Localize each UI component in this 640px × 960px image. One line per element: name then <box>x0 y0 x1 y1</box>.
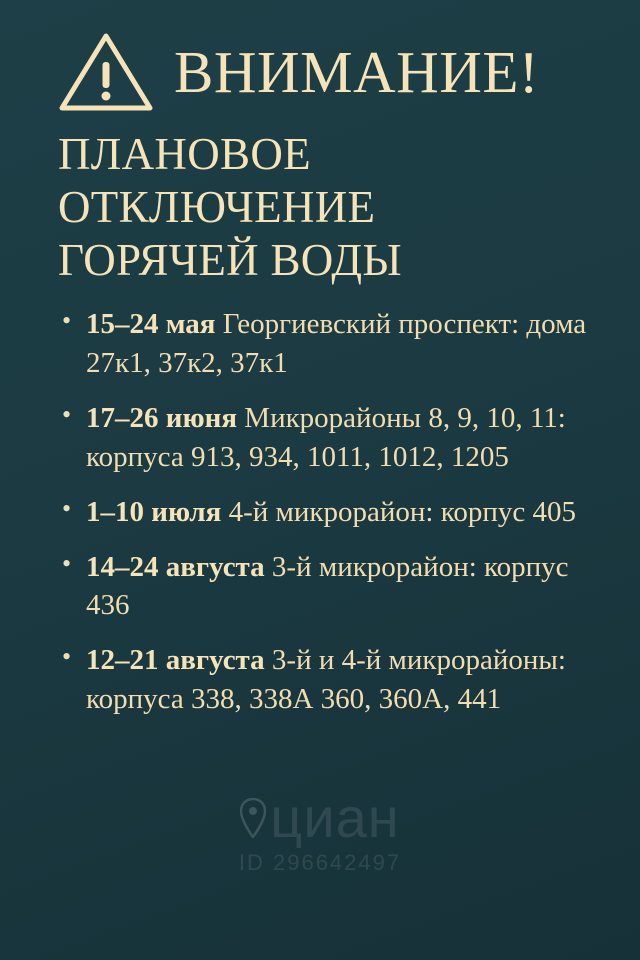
title-line-1: ПЛАНОВОЕ <box>58 129 311 179</box>
notice-text: 4-й микрорайон: корпус 405 <box>221 495 576 528</box>
notice-dates: 14–24 августа <box>86 550 265 583</box>
warning-triangle-icon <box>58 30 154 114</box>
notice-text: 3-й микрорайон: корпус 436 <box>86 550 569 622</box>
page-title <box>0 128 640 287</box>
list-item <box>58 548 616 626</box>
watermark-id: ID 296642497 <box>238 850 402 875</box>
notice-dates: 1–10 июля <box>86 495 222 528</box>
watermark-brand-row <box>0 786 640 849</box>
title-line-2: ОТКЛЮЧЕНИЕ <box>58 182 376 233</box>
watermark <box>0 786 640 876</box>
notice-text: Георгиевский проспект: дома 27к1, 37к2, 37к1 <box>86 308 587 380</box>
list-item <box>58 399 616 477</box>
poster-header <box>0 0 640 114</box>
watermark-brand: циан <box>270 786 400 849</box>
notice-list <box>0 305 640 719</box>
list-item <box>58 493 616 532</box>
title-line-3: ГОРЯЧЕЙ ВОДЫ <box>58 235 402 286</box>
map-pin-icon <box>240 798 266 838</box>
attention-heading: ВНИМАНИЕ! <box>174 38 540 105</box>
notice-dates: 12–21 августа <box>86 644 265 677</box>
notice-text: Микрорайоны 8, 9, 10, 11: корпуса 913, 934, 1011, 1012, 1205 <box>86 402 566 473</box>
notice-dates: 17–26 июня <box>86 402 238 434</box>
notice-text: 3-й и 4-й микрорайоны: корпуса 338, 338А 360, 360А, 441 <box>86 644 566 716</box>
list-item <box>58 641 616 719</box>
notice-dates: 15–24 мая <box>86 308 216 341</box>
list-item <box>58 305 616 383</box>
